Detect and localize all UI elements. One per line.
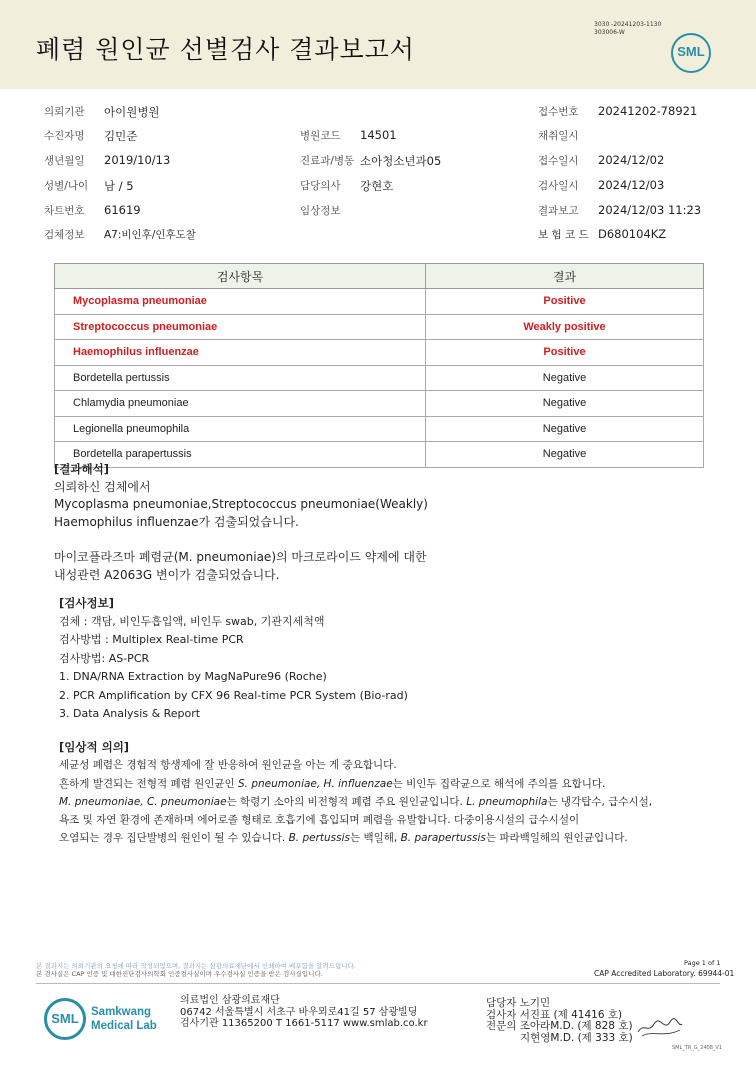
test-result: Negative [426, 416, 704, 442]
page-title: 폐렴 원인균 선별검사 결과보고서 [36, 35, 415, 64]
document-code-1: 3030 -20241203-1130 [594, 21, 662, 28]
chart-label: 차트번호 [44, 205, 85, 217]
sml-logo-icon: SML [44, 998, 86, 1040]
col-item-header: 검사항목 [55, 264, 426, 289]
hospital-code-label: 병원코드 [300, 130, 341, 142]
test-info-line: 검사방법 : Multiplex Real-time PCR [59, 633, 244, 646]
info-row [0, 203, 756, 227]
sex-age-label: 성별/나이 [44, 180, 89, 192]
test-item: Mycoplasma pneumoniae [55, 289, 426, 315]
info-row [0, 128, 756, 152]
sml-logo-icon: SML [671, 33, 711, 73]
clinical-line: 욕조 및 자연 환경에 존재하며 에어로졸 형태로 호흡기에 흡입되며 폐렴을 유발합니다. 다중이용시설의 급수시설이 [59, 814, 580, 827]
interpretation-line: 마이코플라즈마 폐렴균(M. pneumoniae)의 마크로라이드 약제에 대한 [54, 550, 427, 564]
dept-label: 진료과/병동 [300, 155, 355, 167]
org-line: 06742 서울특별시 서초구 바우뫼로41길 57 삼광빌딩 [180, 1006, 418, 1018]
institution-value: 아이원병원 [104, 105, 160, 119]
document-codes [594, 21, 661, 37]
clinical-line: 흔하게 발견되는 전형적 폐렴 원인균인 S. pneumoniae, H. influenzae는 비인두 집락균으로 해석에 주의를 요합니다. [59, 777, 606, 790]
receipt-date-value: 2024/12/02 [598, 153, 665, 167]
results-header-row [55, 264, 704, 289]
org-line: 검사기관 11365200 T 1661-5117 www.smlab.co.kr [180, 1018, 428, 1029]
clinical-significance-heading: [임상적 의의] [59, 740, 130, 754]
footer-note: 본 검사실은 CAP 인증 및 대한진단검사의학회 인증검사실이며 우수검사실 인증을 받은 검사실입니다. [36, 970, 323, 978]
test-date-value: 2024/12/03 [598, 178, 665, 192]
page-number: Page 1 of 1 [684, 959, 721, 967]
interpretation-section [54, 461, 428, 584]
test-item: Bordetella pertussis [55, 365, 426, 391]
test-result: Negative [426, 391, 704, 417]
report-header [0, 0, 756, 89]
report-date-value: 2024/12/03 11:23 [598, 203, 702, 217]
info-row [0, 227, 756, 251]
lab-name-line: Medical Lab [91, 1020, 157, 1032]
test-result: Negative [426, 442, 704, 468]
test-item: Chlamydia pneumoniae [55, 391, 426, 417]
patient-value: 김민준 [104, 129, 138, 143]
footer-notes [36, 962, 356, 978]
clinical-line: M. pneumoniae, C. pneumoniae는 학령기 소아의 비전형적 폐렴 주요 원인균입니다. L. pneumophila는 냉각탑수, 급수시설, [59, 795, 653, 808]
chart-value: 61619 [104, 203, 141, 217]
org-line: 의료법인 삼광의료재단 [180, 995, 280, 1006]
collect-date-label: 채취일시 [538, 130, 579, 142]
staff-line: 담당자 노기민 [486, 997, 551, 1009]
receipt-date-label: 접수일시 [538, 155, 579, 167]
signature-icon [636, 1014, 684, 1040]
dept-value: 소아청소년과05 [360, 154, 442, 168]
test-result: Weakly positive [426, 314, 704, 340]
test-result: Positive [426, 340, 704, 366]
specimen-value: A7:비인후/인후도찰 [104, 229, 196, 241]
test-info-heading: [검사정보] [59, 596, 114, 610]
table-row [55, 314, 704, 340]
sex-age-value: 남 / 5 [104, 179, 134, 193]
dob-value: 2019/10/13 [104, 153, 171, 167]
test-date-label: 검사일시 [538, 180, 579, 192]
receipt-no-value: 20241202-78921 [598, 104, 698, 118]
info-row [0, 104, 756, 128]
test-result: Positive [426, 289, 704, 315]
clinical-significance-section [59, 738, 652, 848]
table-row [55, 365, 704, 391]
doctor-value: 강현호 [360, 179, 394, 193]
document-code-2: 303006-W [594, 29, 625, 36]
organization-info [180, 995, 428, 1030]
staff-line: 검사자 서진표 (제 41416 호) [486, 1008, 623, 1021]
table-row [55, 289, 704, 315]
test-info-line: 검체 : 객담, 비인두흡입액, 비인두 swab, 기관지세척액 [59, 614, 325, 628]
staff-info [486, 998, 633, 1044]
clinical-line: 오염되는 경우 집단발병의 원인이 될 수 있습니다. B. pertussis는 백일해, B. parapertussis는 파라백일해의 원인균입니다. [59, 832, 628, 845]
patient-label: 수진자명 [44, 130, 85, 142]
test-item: Haemophilus influenzae [55, 340, 426, 366]
test-info-section [59, 594, 408, 724]
table-row [55, 340, 704, 366]
staff-line: 지현영M.D. (제 333 호) [520, 1031, 633, 1044]
clinical-label: 임상정보 [300, 205, 341, 217]
table-row [55, 391, 704, 417]
clinical-line: 세균성 폐렴은 경험적 항생제에 잘 반응하여 원인균을 아는 게 중요합니다. [59, 759, 397, 772]
col-result-header: 결과 [426, 264, 704, 289]
test-info-line: 2. PCR Amplification by CFX 96 Real-time PCR System (Bio-rad) [59, 688, 408, 702]
lab-name-line: Samkwang [91, 1006, 152, 1018]
insurance-value: D680104KZ [598, 227, 667, 241]
specimen-label: 검체정보 [44, 229, 85, 241]
report-date-label: 결과보고 [538, 205, 579, 217]
hospital-code-value: 14501 [360, 128, 397, 142]
table-row [55, 416, 704, 442]
info-row [0, 178, 756, 202]
dob-label: 생년월일 [44, 155, 85, 167]
form-code: SML_TR_G_2408_V1 [672, 1045, 723, 1051]
lab-name [91, 1005, 157, 1033]
doctor-label: 담당의사 [300, 180, 341, 192]
cap-accreditation: CAP Accredited Laboratory. 69944-01 [594, 969, 735, 978]
institution-label: 의뢰기관 [44, 106, 85, 118]
staff-line: 전문의 조아라M.D. (제 828 호) [486, 1020, 633, 1032]
test-info-line: 3. Data Analysis & Report [59, 707, 201, 720]
interpretation-line: 의뢰하신 검체에서 [54, 479, 151, 494]
test-item: Streptococcus pneumoniae [55, 314, 426, 340]
footer-divider [36, 983, 720, 984]
test-info-line: 1. DNA/RNA Extraction by MagNaPure96 (Roche) [59, 670, 327, 683]
test-item: Bordetella parapertussis [55, 442, 426, 468]
info-row [0, 153, 756, 177]
interpretation-line: Haemophilus influenzae가 검출되었습니다. [54, 514, 299, 529]
interpretation-line: 내성관련 A2063G 변이가 검출되었습니다. [54, 567, 280, 582]
interpretation-heading: [결과해석] [54, 462, 109, 476]
insurance-label: 보 험 코 드 [538, 229, 589, 241]
receipt-no-label: 접수번호 [538, 106, 579, 118]
test-result: Negative [426, 365, 704, 391]
footer-note: 본 결과지는 의뢰기관의 요청에 따라 작성되었으며, 결과지는 삼광의료재단에서 인쇄하여 배포함을 알려드립니다. [36, 962, 356, 970]
results-table [54, 263, 704, 468]
test-item: Legionella pneumophila [55, 416, 426, 442]
interpretation-line: Mycoplasma pneumoniae,Streptococcus pneumoniae(Weakly) [54, 497, 428, 511]
test-info-line: 검사방법: AS-PCR [59, 651, 150, 665]
